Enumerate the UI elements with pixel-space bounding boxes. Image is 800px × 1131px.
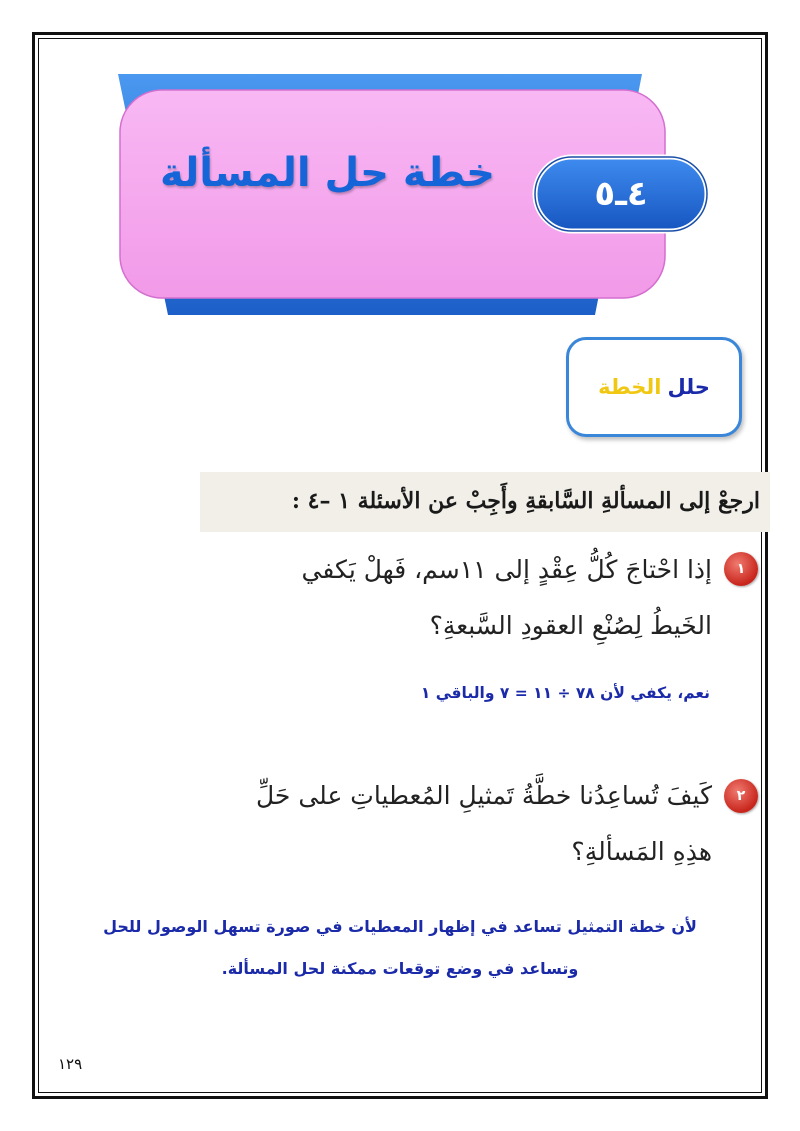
- question-2-answer: [90, 906, 710, 990]
- question-2-line-1: كَيفَ تُساعِدُنا خطَّةُ تَمثيلِ المُعطياتِ على حَلِّ: [256, 781, 712, 810]
- question-1-text: [172, 542, 712, 654]
- instruction-text: ارجعْ إلى المسألةِ السَّابقةِ وأَجِبْ عن الأسئلة ١ –٤ :: [291, 488, 760, 514]
- question-2-number: ٢: [736, 788, 746, 804]
- question-1-answer: نعم، يكفي لأن ٧٨ ÷ ١١ = ٧ والباقي ١: [420, 684, 710, 702]
- question-1-line-2: الخَيطُ لِصُنْعِ العقودِ السَّبعةِ؟: [429, 611, 712, 640]
- question-1-bullet: [724, 552, 758, 586]
- question-2-line-2: هذِهِ المَسألةِ؟: [571, 837, 712, 866]
- question-2-answer-line-2: وتساعد في وضع توقعات ممكنة لحل المسألة.: [221, 959, 579, 978]
- lesson-number: ٤ـ٥: [594, 174, 648, 214]
- plan-step-box: [566, 337, 742, 437]
- question-2-bullet: [724, 779, 758, 813]
- question-1-line-1: إذا احْتاجَ كُلُّ عِقْدٍ إلى ١١سم، فَهلْ يَكفي: [301, 555, 712, 584]
- question-2-answer-line-1: لأن خطة التمثيل تساعد في إظهار المعطيات في صورة تسهل الوصول للحل: [103, 917, 697, 936]
- question-1-number: ١: [736, 561, 746, 577]
- plan-step-word-plan: الخطة: [598, 375, 662, 399]
- lesson-title: خطة حل المسألة: [160, 150, 495, 196]
- page-number: ١٢٩: [58, 1055, 83, 1073]
- question-2-text: [172, 768, 712, 880]
- plan-step-word-analyze: حلل: [667, 375, 710, 399]
